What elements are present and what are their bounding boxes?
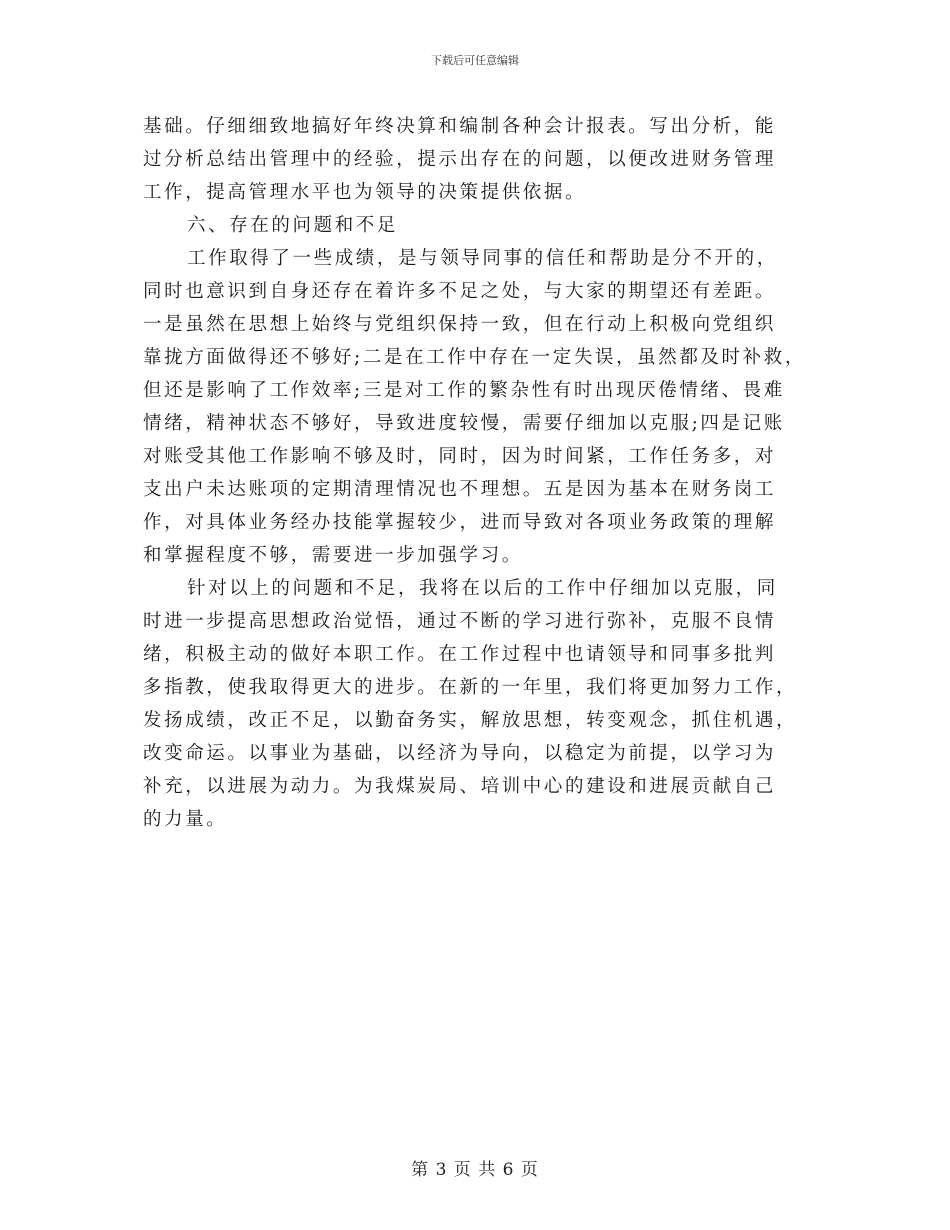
text-line: 发扬成绩，改正不足，以勤奋务实，解放思想，转变观念，抓住机遇， xyxy=(143,710,798,731)
text-line: 补充，以进展为动力。为我煤炭局、培训中心的建设和进展贡献自己 xyxy=(143,776,777,797)
text-line: 一是虽然在思想上始终与党组织保持一致，但在行动上积极向党组织 xyxy=(143,314,777,335)
text-line: 作，对具体业务经办技能掌握较少，进而导致对各项业务政策的理解 xyxy=(143,512,777,533)
text-line: 绪，积极主动的做好本职工作。在工作过程中也请领导和同事多批判 xyxy=(143,644,777,665)
text-line: 支出户未达账项的定期清理情况也不理想。五是因为基本在财务岗工 xyxy=(143,479,777,500)
text-line: 多指教，使我取得更大的进步。在新的一年里，我们将更加努力工作， xyxy=(143,677,798,698)
text-line: 情绪，精神状态不够好，导致进度较慢，需要仔细加以克服;四是记账 xyxy=(143,413,785,434)
paragraph-start: 针对以上的问题和不足，我将在以后的工作中仔细加以克服，同 xyxy=(187,578,778,599)
text-line: 但还是影响了工作效率;三是对工作的繁杂性有时出现厌倦情绪、畏难 xyxy=(143,380,785,401)
text-line: 同时也意识到自身还存在着许多不足之处，与大家的期望还有差距。 xyxy=(143,281,777,302)
paragraph-start: 工作取得了一些成绩，是与领导同事的信任和帮助是分不开的， xyxy=(187,248,778,269)
text-line: 工作，提高管理水平也为领导的决策提供依据。 xyxy=(143,182,587,203)
text-line: 过分析总结出管理中的经验，提示出存在的问题，以便改进财务管理 xyxy=(143,149,777,170)
text-line: 基础。仔细细致地搞好年终决算和编制各种会计报表。写出分析，能 xyxy=(143,116,777,137)
page-number: 第 3 页 共 6 页 xyxy=(411,1160,539,1180)
text-line: 对账受其他工作影响不够及时，同时，因为时间紧，工作任务多，对 xyxy=(143,446,777,467)
text-line: 改变命运。以事业为基础，以经济为导向，以稳定为前提，以学习为 xyxy=(143,743,777,764)
text-line: 的力量。 xyxy=(143,809,228,830)
text-line: 和掌握程度不够，需要进一步加强学习。 xyxy=(143,545,523,566)
document-body xyxy=(143,110,823,836)
text-line: 靠拢方面做得还不够好;二是在工作中存在一定失误，虽然都及时补救， xyxy=(143,347,806,368)
section-heading: 六、存在的问题和不足 xyxy=(187,215,399,236)
text-line: 时进一步提高思想政治觉悟，通过不断的学习进行弥补，克服不良情 xyxy=(143,611,777,632)
page-header: 下载后可任意编辑 xyxy=(431,54,519,67)
